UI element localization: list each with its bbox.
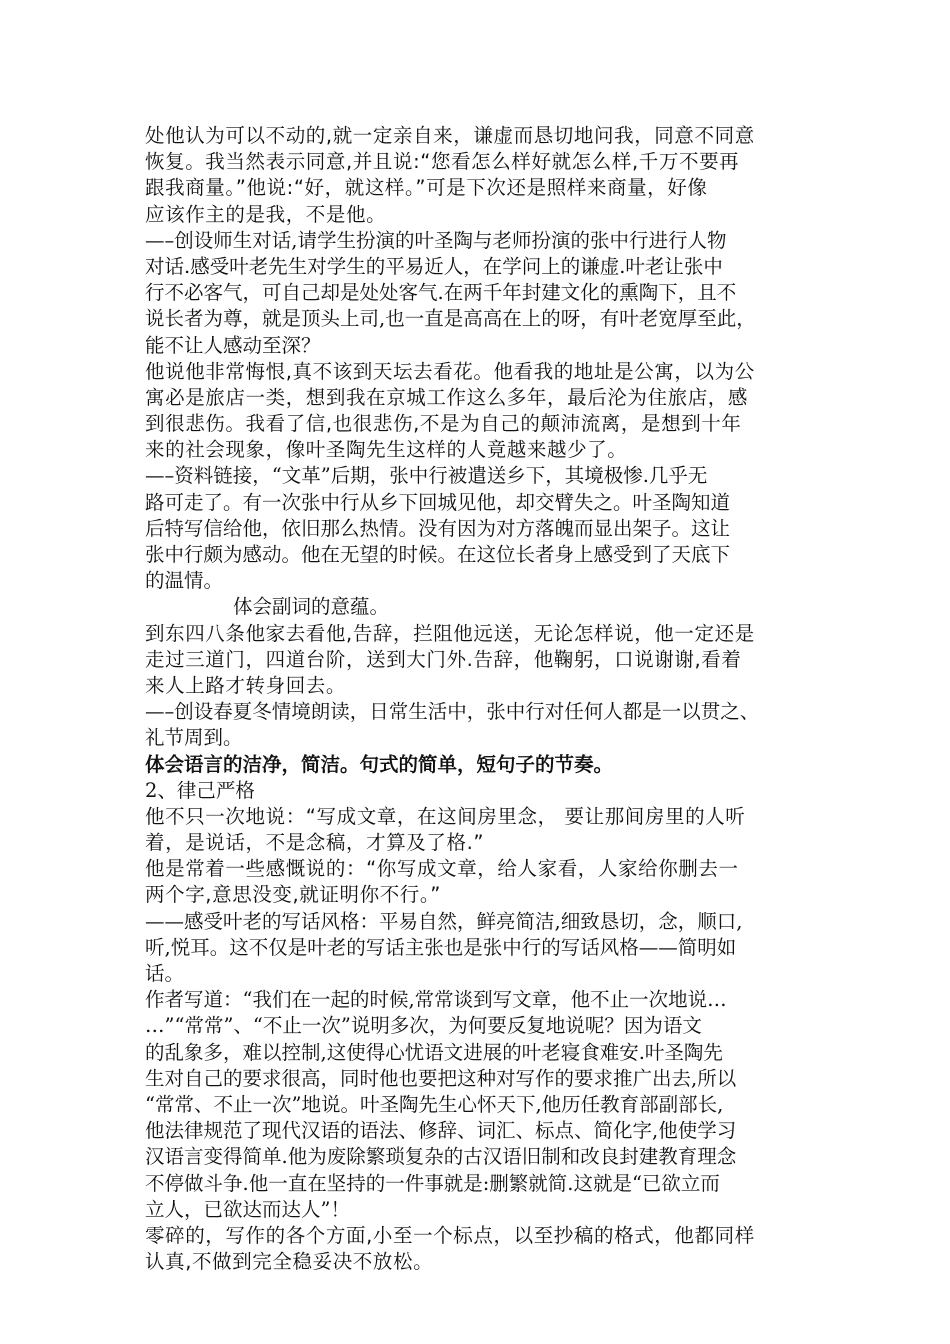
text-line: 他说他非常悔恨,真不该到天坛去看花。他看我的地址是公寓，以为公 — [145, 359, 755, 383]
section-heading: 2、律己严格 — [145, 778, 255, 802]
text-line: 话。 — [145, 962, 185, 985]
text-line: 汉语言变得简单.他为废除繁琐复杂的古汉语旧制和改良封建教育理念 — [145, 1145, 737, 1169]
text-line: 应该作主的是我，不是他。 — [145, 202, 387, 226]
text-line: 对话.感受叶老先生对学生的平易近人，在学问上的谦虚.叶老让张中 — [145, 254, 723, 278]
text-line: 他是常着一些感慨说的：“你写成文章，给人家看，人家给你删去一 — [145, 857, 739, 881]
text-line: 礼节周到。 — [145, 726, 243, 750]
text-line: 他法律规范了现代汉语的语法、修辞、词汇、标点、简化字,他使学习 — [145, 1119, 737, 1143]
text-line: 处他认为可以不动的,就一定亲自来，谦虚而恳切地问我，同意不同意 — [145, 124, 755, 147]
text-line: —–创设师生对话,请学生扮演的叶圣陶与老师扮演的张中行进行人物 — [145, 228, 727, 252]
text-line: 后特写信给他，依旧那么热情。没有因为对方落魄而显出架子。这让 — [145, 516, 731, 540]
text-line: 两个字,意思没变,就证明你不行。” — [145, 883, 441, 907]
text-line: —–资料链接，“文革”后期，张中行被遣送乡下，其境极惨.几乎无 — [145, 464, 708, 488]
text-line: 来的社会现象，像叶圣陶先生这样的人竟越来越少了。 — [145, 438, 628, 462]
section-heading: 体会副词的意蕴。 — [233, 595, 390, 619]
text-line: 说长者为尊，就是顶头上司,也一直是高高在上的呀，有叶老宽厚至此， — [145, 307, 756, 331]
text-line: 零碎的，写作的各个方面,小至一个标点，以至抄稿的格式，他都同样 — [145, 1223, 755, 1247]
text-line: 路可走了。有一次张中行从乡下回城见他，却交臂失之。叶圣陶知道 — [145, 490, 731, 514]
text-line: 生对自己的要求很高，同时他也要把这种对写作的要求推广出去,所以 — [145, 1066, 737, 1090]
text-line: 恢复。我当然表示同意,并且说:“您看怎么样好就怎么样,千万不要再 — [145, 150, 740, 174]
text-line: 到很悲伤。我看了信,也很悲伤,不是为自己的颠沛流离，是想到十年 — [145, 412, 742, 436]
text-line: 走过三道门，四道台阶，送到大门外.告辞，他鞠躬，口说谢谢,看着 — [145, 647, 742, 671]
text-line: 来人上路才转身回去。 — [145, 673, 347, 697]
text-line: 张中行颇为感动。他在无望的时候。在这位长者身上感受到了天底下 — [145, 543, 731, 566]
text-line: —–创设春夏冬情境朗读，日常生活中，张中行对任何人都是一以贯之、 — [145, 700, 760, 724]
text-line: 认真,不做到完全稳妥决不放松。 — [145, 1250, 434, 1274]
bold-heading: 体会语言的洁净，简洁。句式的简单，短句子的节奏。 — [145, 752, 614, 776]
text-line: 作者写道：“我们在一起的时候,常常谈到写文章，他不止一次地说… — [145, 988, 727, 1012]
text-line: 行不必客气，可自己却是处处客气.在两千年封建文化的熏陶下，且不 — [145, 281, 737, 305]
text-line: 跟我商量。”他说:“好，就这样。”可是下次还是照样来商量，好像 — [145, 176, 708, 200]
text-line: 到东四八条他家去看他,告辞，拦阻他远送，无论怎样说，他一定还是 — [145, 621, 755, 645]
text-line: 能不让人感动至深？ — [145, 333, 321, 357]
text-line: 的温情。 — [145, 569, 224, 593]
text-line: ——感受叶老的写话风格：平易自然，鲜亮简洁,细致恳切，念，顺口, — [145, 909, 743, 933]
text-line: 听,悦耳。这不仅是叶老的写话主张也是张中行的写话风格——简明如 — [145, 935, 737, 959]
text-line: 着，是说话，不是念稿，才算及了格.” — [145, 831, 485, 855]
text-line: 不停做斗争.他一直在坚持的一件事就是:删繁就简.这就是“已欲立而 — [145, 1171, 720, 1195]
text-line: 立人，已欲达而达人”！ — [145, 1197, 350, 1221]
text-line: 寓必是旅店一类，想到我在京城工作这么多年，最后沦为住旅店，感 — [145, 385, 749, 409]
text-line: 他不只一次地说：“写成文章，在这间房里念， 要让那间房里的人听 — [145, 804, 746, 828]
document-body — [145, 123, 810, 1275]
text-line: “常常、不止一次”地说。叶圣陶先生心怀天下,他历任教育部副部长, — [145, 1092, 724, 1116]
text-line: …”“常常”、“不止一次”说明多次，为何要反复地说呢？因为语文 — [145, 1014, 702, 1038]
text-line: 的乱象多，难以控制,这使得心忧语文进展的叶老寝食难安.叶圣陶先 — [145, 1040, 723, 1064]
